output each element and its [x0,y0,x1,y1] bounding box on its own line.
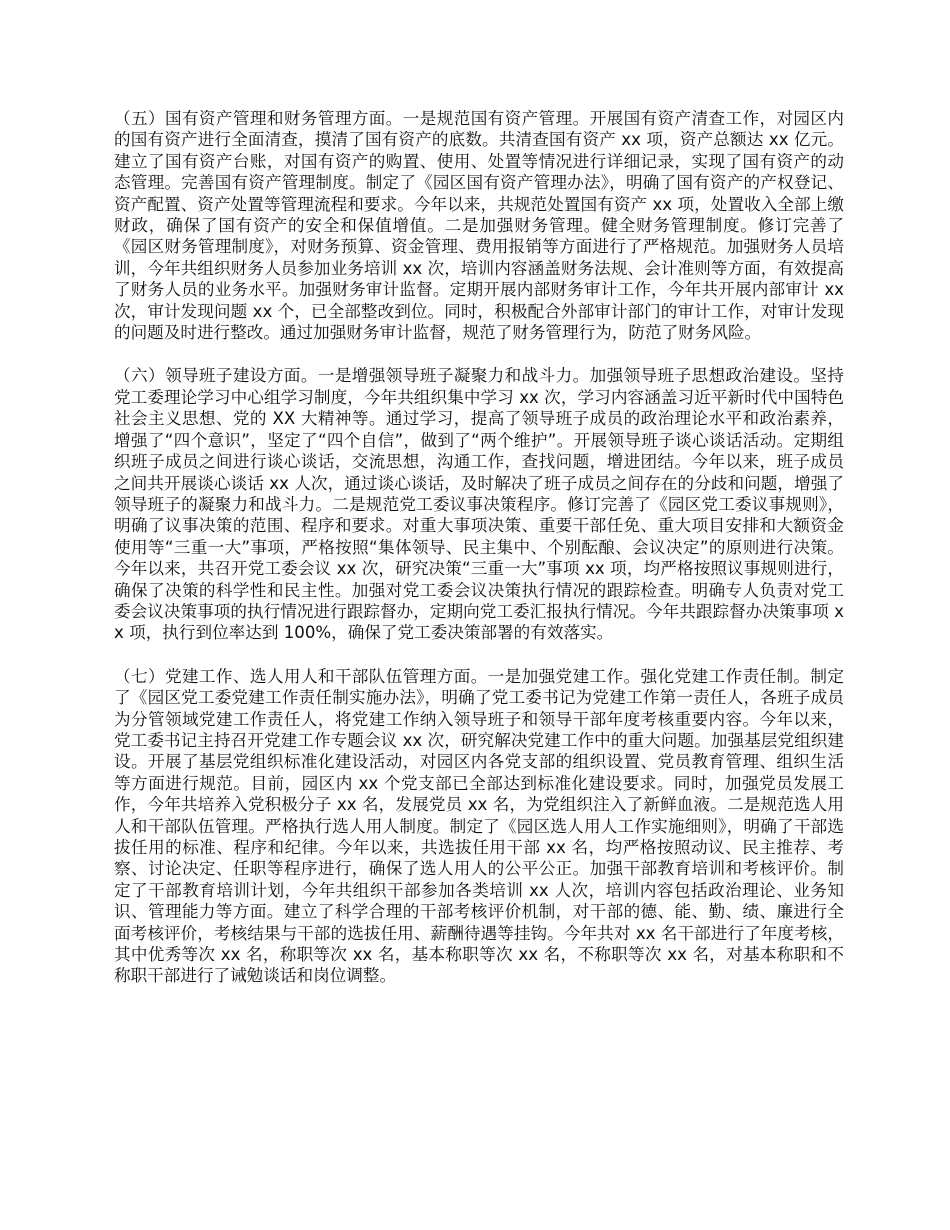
paragraph-leadership-team: （六）领导班子建设方面。一是增强领导班子凝聚力和战斗力。加强领导班子思想政治建设。坚持党工委理论学习中心组学习制度，今年共组织集中学习 xx 次，学习内容涵盖习近平新时代中国特色社会主义思想、党的 XX 大精神等。通过学习，提高了领导班子成员的政治理论水平和政治素养，增强了“四个意识”，坚定了“四个自信”，做到了“两个维护”。开展领导班子谈心谈话活动。定期组织班子成员之间进行谈心谈话，交流思想，沟通工作，查找问题，增进团结。今年以来，班子成员之间共开展谈心谈话 xx 人次，通过谈心谈话，及时解决了班子成员之间存在的分歧和问题，增强了领导班子的凝聚力和战斗力。二是规范党工委议事决策程序。修订完善了《园区党工委议事规则》，明确了议事决策的范围、程序和要求。对重大事项决策、重要干部任免、重大项目安排和大额资金使用等“三重一大”事项，严格按照“集体领导、民主集中、个别酝酿、会议决定”的原则进行决策。今年以来，共召开党工委会议 xx 次，研究决策“三重一大”事项 xx 项，均严格按照议事规则进行，确保了决策的科学性和民主性。加强对党工委会议决策执行情况的跟踪检查。明确专人负责对党工委会议决策事项的执行情况进行跟踪督办，定期向党工委汇报执行情况。今年共跟踪督办决策事项 xx 项，执行到位率达到 100%，确保了党工委决策部署的有效落实。 [114,366,844,643]
paragraph-state-assets-finance: （五）国有资产管理和财务管理方面。一是规范国有资产管理。开展国有资产清查工作，对园区内的国有资产进行全面清查，摸清了国有资产的底数。共清查国有资产 xx 项，资产总额达 xx 亿元。建立了国有资产台账，对国有资产的购置、使用、处置等情况进行详细记录，实现了国有资产的动态管理。完善国有资产管理制度。制定了《园区国有资产管理办法》，明确了国有资产的产权登记、资产配置、资产处置等管理流程和要求。今年以来，共规范处置国有资产 xx 项，处置收入全部上缴财政，确保了国有资产的安全和保值增值。二是加强财务管理。健全财务管理制度。修订完善了《园区财务管理制度》，对财务预算、资金管理、费用报销等方面进行了严格规范。加强财务人员培训，今年共组织财务人员参加业务培训 xx 次，培训内容涵盖财务法规、会计准则等方面，有效提高了财务人员的业务水平。加强财务审计监督。定期开展内部财务审计工作，今年共开展内部审计 xx 次，审计发现问题 xx 个，已全部整改到位。同时，积极配合外部审计部门的审计工作，对审计发现的问题及时进行整改。通过加强财务审计监督，规范了财务管理行为，防范了财务风险。 [114,109,844,343]
document-body [114,108,844,1009]
paragraph-party-building-cadres: （七）党建工作、选人用人和干部队伍管理方面。一是加强党建工作。强化党建工作责任制。制定了《园区党工委党建工作责任制实施办法》，明确了党工委书记为党建工作第一责任人，各班子成员为分管领域党建工作责任人，将党建工作纳入领导班子和领导干部年度考核重要内容。今年以来，党工委书记主持召开党建工作专题会议 xx 次，研究解决党建工作中的重大问题。加强基层党组织建设。开展了基层党组织标准化建设活动，对园区内各党支部的组织设置、党员教育管理、组织生活等方面进行规范。目前，园区内 xx 个党支部已全部达到标准化建设要求。同时，加强党员发展工作，今年共培养入党积极分子 xx 名，发展党员 xx 名，为党组织注入了新鲜血液。二是规范选人用人和干部队伍管理。严格执行选人用人制度。制定了《园区选人用人工作实施细则》，明确了干部选拔任用的标准、程序和纪律。今年以来，共选拔任用干部 xx 名，均严格按照动议、民主推荐、考察、讨论决定、任职等程序进行，确保了选人用人的公平公正。加强干部教育培训和考核评价。制定了干部教育培训计划，今年共组织干部参加各类培训 xx 人次，培训内容包括政治理论、业务知识、管理能力等方面。建立了科学合理的干部考核评价机制，对干部的德、能、勤、绩、廉进行全面考核评价，考核结果与干部的选拔任用、薪酬待遇等挂钩。今年共对 xx 名干部进行了年度考核，其中优秀等次 xx 名，称职等次 xx 名，基本称职等次 xx 名，不称职等次 xx 名，对基本称职和不称职干部进行了诫勉谈话和岗位调整。 [114,666,844,986]
